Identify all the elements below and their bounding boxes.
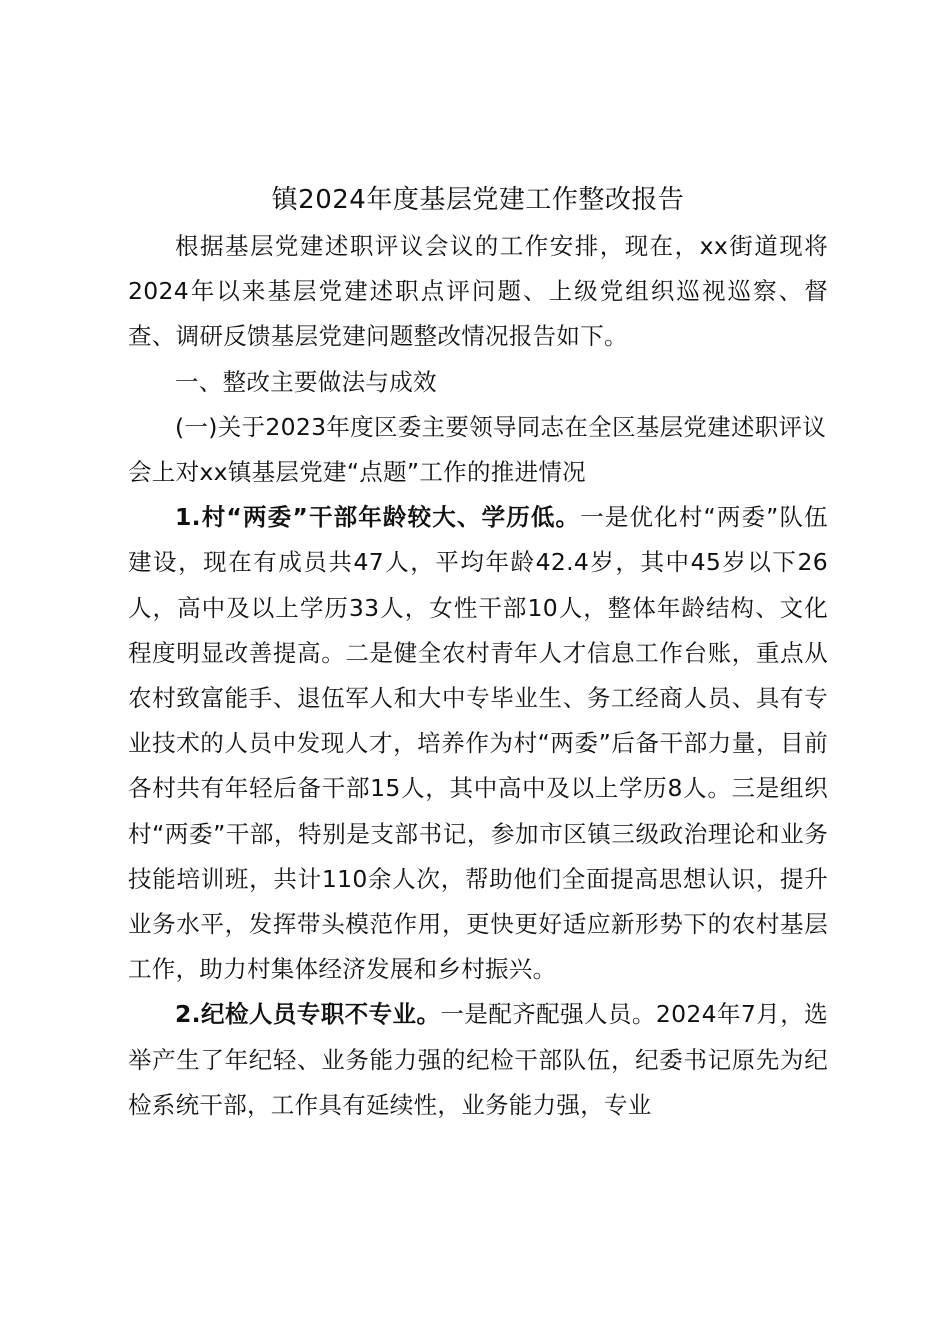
document-page xyxy=(128,178,828,1128)
item-1-paragraph xyxy=(128,495,828,992)
item-1-body: 一是优化村“两委”队伍建设，现在有成员共47人，平均年龄42.4岁，其中45岁以下26人，高中及以上学历33人，女性干部10人，整体年龄结构、文化程度明显改善提高。二是健全农村青年人才信息工作台账，重点从农村致富能手、退伍军人和大中专毕业生、务工经商人员、具有专业技术的人员中发现人才，培养作为村“两委”后备干部力量，目前各村共有年轻后备干部15人，其中高中及以上学历8人。三是组织村“两委”干部，特别是支部书记，参加市区镇三级政治理论和业务技能培训班，共计110余人次，帮助他们全面提高思想认识，提升业务水平，发挥带头模范作用，更快更好适应新形势下的农村基层工作，助力村集体经济发展和乡村振兴。 xyxy=(128,503,828,984)
document-title: 镇2024年度基层党建工作整改报告 xyxy=(271,185,685,215)
section-heading: 一、整改主要做法与成效 xyxy=(175,367,437,396)
item-1-lead: 1.村“两委”干部年龄较大、学历低。 xyxy=(175,503,581,532)
item-2-body: 一是配齐配强人员。2024年7月，选举产生了年纪轻、业务能力强的纪检干部队伍，纪委书记原先为纪检系统干部，工作具有延续性，业务能力强，专业 xyxy=(128,1000,828,1119)
subsection-heading: (一)关于2023年度区委主要领导同志在全区基层党建述职评议会上对xx镇基层党建“点题”工作的推进情况 xyxy=(128,412,827,487)
item-2-paragraph xyxy=(128,992,828,1128)
item-2-lead: 2.纪检人员专职不专业。 xyxy=(175,1000,441,1029)
intro-paragraph: 根据基层党建述职评议会议的工作安排，现在，xx街道现将2024年以来基层党建述职点评问题、上级党组织巡视巡察、督查、调研反馈基层党建问题整改情况报告如下。 xyxy=(128,232,828,351)
